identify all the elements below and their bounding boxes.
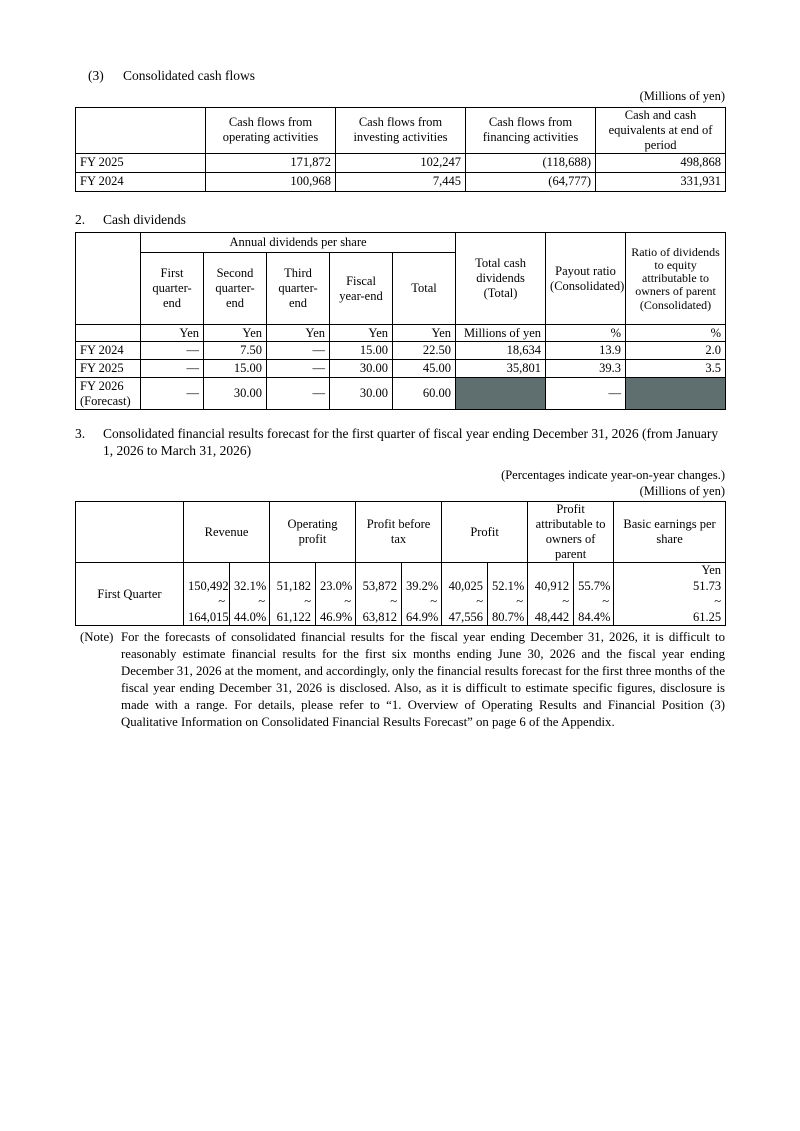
forecast-percentage-note: (Percentages indicate year-on-year changes.)	[501, 468, 725, 483]
cashflow-col-header: Cash flows from operating activities	[206, 107, 336, 153]
value-cell: 53,872	[356, 578, 402, 594]
forecast-header-row	[76, 502, 726, 563]
value-cell: 13.9	[546, 342, 626, 360]
table-row	[76, 342, 726, 360]
unit-cell: Millions of yen	[456, 325, 546, 342]
value-cell: 64.9%	[402, 609, 442, 625]
tilde-cell: ~	[528, 594, 574, 609]
tilde-cell: ~	[614, 594, 726, 609]
value-cell: 30.00	[330, 378, 393, 410]
value-cell: 18,634	[456, 342, 546, 360]
empty-cell	[356, 563, 402, 579]
section-dividends-heading	[75, 212, 725, 229]
dividends-col-header-ratio: Ratio of dividends to equity attributable to owners of parent (Consolidated)	[626, 233, 726, 325]
value-cell: 30.00	[330, 360, 393, 378]
section-forecast-title: Consolidated financial results forecast for the first quarter of fiscal year ending December 31, 2026 (from January 1, 2026 to March 31, 2026)	[103, 426, 719, 459]
value-cell: 498,868	[596, 153, 726, 172]
row-label-line1: FY 2026	[80, 378, 124, 393]
value-cell: 51.73	[614, 578, 726, 594]
empty-cell	[270, 563, 316, 579]
cashflow-unit-note: (Millions of yen)	[639, 88, 725, 103]
value-cell: 331,931	[596, 172, 726, 191]
forecast-col-header: Profit before tax	[356, 502, 442, 563]
table-row	[76, 153, 726, 172]
value-cell: 35,801	[456, 360, 546, 378]
table-row	[76, 360, 726, 378]
value-cell: 51,182	[270, 578, 316, 594]
value-cell: 32.1%	[230, 578, 270, 594]
dividends-units-row	[76, 325, 726, 342]
value-cell: 7.50	[204, 342, 267, 360]
row-label-cell: FY 2025	[76, 360, 141, 378]
forecast-corner-cell	[76, 502, 184, 563]
value-cell: 63,812	[356, 609, 402, 625]
value-cell: 171,872	[206, 153, 336, 172]
unit-cell: Yen	[204, 325, 267, 342]
cashflow-col-header: Cash and cash equivalents at end of period	[596, 107, 726, 153]
dividends-group-header: Annual dividends per share	[141, 233, 456, 253]
units-label-cell	[76, 325, 141, 342]
unit-cell: %	[626, 325, 726, 342]
tilde-cell: ~	[230, 594, 270, 609]
forecast-col-header: Revenue	[184, 502, 270, 563]
value-cell: 15.00	[330, 342, 393, 360]
dividends-col-header: Total	[393, 253, 456, 325]
value-cell: 44.0%	[230, 609, 270, 625]
dividends-col-header: Fiscal year-end	[330, 253, 393, 325]
tilde-cell: ~	[402, 594, 442, 609]
tilde-cell: ~	[270, 594, 316, 609]
value-cell: 15.00	[204, 360, 267, 378]
note-text: For the forecasts of consolidated financial results for the fiscal year ending December 31, 2026, it is difficult to reasonably estimate financial results for the first six months ending June 30, 2026 and the fiscal year ending December 31, 2026 at the moment, and accordingly, only the financial results forecast for the first three months of the fiscal year ending December 31, 2026 is disclosed. Also, as it is difficult to estimate specific figures, disclosure is made with a range. For details, please refer to “1. Overview of Operating Results and Financial Position (3) Qualitative Information on Consolidated Financial Results Forecast” on page 6 of the Appendix.	[121, 629, 725, 729]
value-cell: 150,492	[184, 578, 230, 594]
value-cell: 48,442	[528, 609, 574, 625]
forecast-table	[75, 501, 726, 626]
value-cell: 45.00	[393, 360, 456, 378]
row-label-cell: First Quarter	[76, 563, 184, 626]
dividends-corner-cell	[76, 233, 141, 325]
tilde-cell: ~	[356, 594, 402, 609]
value-cell: 55.7%	[574, 578, 614, 594]
cashflow-col-header: Cash flows from investing activities	[336, 107, 466, 153]
value-cell: 84.4%	[574, 609, 614, 625]
value-cell: ―	[267, 342, 330, 360]
forecast-col-header: Profit attributable to owners of parent	[528, 502, 614, 563]
value-cell: 80.7%	[488, 609, 528, 625]
section-forecast-heading	[75, 426, 725, 460]
value-cell: 2.0	[626, 342, 726, 360]
value-cell: 46.9%	[316, 609, 356, 625]
value-cell: 30.00	[204, 378, 267, 410]
forecast-col-header: Operating profit	[270, 502, 356, 563]
table-row	[76, 378, 726, 410]
value-cell: 47,556	[442, 609, 488, 625]
value-cell: ―	[546, 378, 626, 410]
dividends-col-header: First quarter-end	[141, 253, 204, 325]
section-dividends-number: 2.	[75, 211, 86, 227]
empty-cell	[402, 563, 442, 579]
dividends-group-header-row	[76, 233, 726, 253]
empty-cell	[528, 563, 574, 579]
value-cell: 39.2%	[402, 578, 442, 594]
value-cell: 102,247	[336, 153, 466, 172]
section-forecast-number: 3.	[75, 426, 86, 442]
section-cashflow-heading	[75, 68, 725, 85]
unit-cell: Yen	[141, 325, 204, 342]
dividends-col-header-payout: Payout ratio (Consolidated)	[546, 233, 626, 325]
row-label-cell: FY 2025	[76, 153, 206, 172]
dividends-col-header: Third quarter-end	[267, 253, 330, 325]
row-label-cell	[76, 378, 141, 410]
value-cell: 39.3	[546, 360, 626, 378]
value-cell: ―	[267, 360, 330, 378]
row-label-cell: FY 2024	[76, 342, 141, 360]
value-cell: 7,445	[336, 172, 466, 191]
value-cell: 40,912	[528, 578, 574, 594]
empty-cell	[574, 563, 614, 579]
forecast-col-header: Profit	[442, 502, 528, 563]
tilde-cell: ~	[574, 594, 614, 609]
value-cell: 164,015	[184, 609, 230, 625]
yen-unit-cell: Yen	[614, 563, 726, 579]
empty-cell	[184, 563, 230, 579]
value-cell: 23.0%	[316, 578, 356, 594]
empty-cell	[230, 563, 270, 579]
value-cell: ―	[141, 360, 204, 378]
unit-cell: Yen	[267, 325, 330, 342]
tilde-cell: ~	[184, 594, 230, 609]
value-cell: 61,122	[270, 609, 316, 625]
value-cell: ―	[141, 342, 204, 360]
value-cell: 22.50	[393, 342, 456, 360]
section-dividends-title: Cash dividends	[103, 211, 186, 227]
note-block	[75, 629, 725, 731]
unit-cell: %	[546, 325, 626, 342]
cashflow-col-header: Cash flows from financing activities	[466, 107, 596, 153]
shaded-cell	[456, 378, 546, 410]
section-cashflow-title: Consolidated cash flows	[123, 68, 255, 83]
value-cell: ―	[267, 378, 330, 410]
empty-cell	[488, 563, 528, 579]
empty-cell	[442, 563, 488, 579]
cashflow-corner-cell	[76, 107, 206, 153]
row-label-line2: (Forecast)	[80, 393, 131, 408]
forecast-unit-note: (Millions of yen)	[639, 483, 725, 498]
unit-cell: Yen	[393, 325, 456, 342]
value-cell: (118,688)	[466, 153, 596, 172]
value-cell: (64,777)	[466, 172, 596, 191]
value-cell: 61.25	[614, 609, 726, 625]
tilde-cell: ~	[442, 594, 488, 609]
dividends-table	[75, 232, 726, 410]
empty-cell	[316, 563, 356, 579]
value-cell: ―	[141, 378, 204, 410]
value-cell: 52.1%	[488, 578, 528, 594]
tilde-cell: ~	[488, 594, 528, 609]
cashflow-table	[75, 107, 726, 192]
dividends-col-header-total-cash: Total cash dividends (Total)	[456, 233, 546, 325]
value-cell: 60.00	[393, 378, 456, 410]
value-cell: 40,025	[442, 578, 488, 594]
unit-cell: Yen	[330, 325, 393, 342]
forecast-yen-row	[76, 563, 726, 579]
row-label-cell: FY 2024	[76, 172, 206, 191]
value-cell: 3.5	[626, 360, 726, 378]
note-label: (Note)	[80, 629, 114, 644]
cashflow-header-row	[76, 107, 726, 153]
dividends-col-header: Second quarter-end	[204, 253, 267, 325]
table-row	[76, 172, 726, 191]
section-cashflow-number: (3)	[88, 68, 104, 83]
forecast-col-header: Basic earnings per share	[614, 502, 726, 563]
tilde-cell: ~	[316, 594, 356, 609]
shaded-cell	[626, 378, 726, 410]
value-cell: 100,968	[206, 172, 336, 191]
